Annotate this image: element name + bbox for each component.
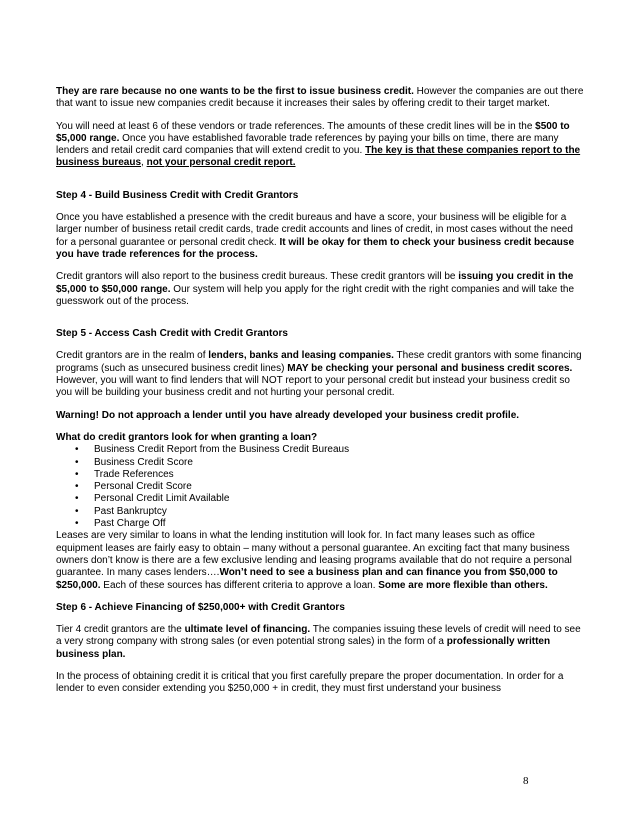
paragraph-text: , [141, 157, 147, 169]
paragraph-text: Once you have established a presence with the credit bureaus and have a score, your business will be eligible for a larger number of business retail credit cards, trade credit accounts and lines of credit, in most cases without the need for a personal guarantee or personal credit check. [56, 212, 573, 248]
paragraph-trade-references [56, 121, 584, 170]
step5-paragraph-1 [56, 350, 584, 399]
list-item: • Personal Credit Score [94, 481, 584, 493]
paragraph-text: The companies issuing these levels of credit will need to see a very strong company with strong sales (or even potential strong sales) in the form of a [56, 624, 581, 648]
list-item: • Past Bankruptcy [94, 506, 584, 518]
bold-text: professionally written business plan. [56, 636, 551, 660]
bold-text: Warning! Do not approach a lender until you have already developed your business credit profile. [56, 409, 520, 421]
paragraph-rare-credit [56, 86, 584, 111]
paragraph-text: Credit grantors will also report to the business credit bureaus. These credit grantors will be [56, 271, 459, 283]
criteria-list [56, 444, 584, 530]
step4-paragraph-2 [56, 271, 584, 308]
bold-text: ultimate level of financing. [184, 624, 311, 636]
page-number: 8 [523, 775, 529, 787]
paragraph-text: Our system will help you apply for the right credit with the right companies and will take the guesswork out of the process. [56, 283, 575, 307]
document-page [56, 86, 584, 706]
list-item: • Business Credit Score [94, 457, 584, 469]
paragraph-text: However the companies are out there that want to issue new companies credit because it increases their sales by offering credit to their target market. [56, 86, 584, 110]
step6-paragraph-1 [56, 624, 584, 661]
step4-heading: Step 4 - Build Business Credit with Credit Grantors [56, 189, 299, 201]
bold-text: issuing you credit in the $5,000 to $50,000 range. [56, 271, 574, 295]
paragraph-text: Each of these sources has different criteria to approve a loan. [100, 579, 379, 591]
paragraph-text: You will need at least 6 of these vendors or trade references. The amounts of these credit lines will be in the [56, 120, 536, 132]
paragraph-text: Tier 4 credit grantors are the [56, 624, 185, 636]
step5-heading: Step 5 - Access Cash Credit with Credit Grantors [56, 328, 288, 340]
question-heading: What do credit grantors look for when granting a loan? [56, 431, 318, 443]
step4-paragraph-1 [56, 212, 584, 261]
paragraph-text: Credit grantors are in the realm of [56, 350, 209, 362]
bold-text: Some are more flexible than others. [378, 579, 548, 591]
bold-underlined-text: The key is that these companies report to the business bureaus [56, 145, 581, 169]
list-item: • Past Charge Off [94, 518, 584, 530]
paragraph-text: Once you have established favorable trade references by paying your bills on time, there are many lenders and retail credit card companies that will extend credit to you. [56, 132, 559, 157]
bold-text: MAY be checking your personal and business credit scores. [287, 362, 573, 374]
warning-text [56, 410, 584, 422]
step5-paragraph-leases [56, 530, 584, 591]
bold-text: lenders, banks and leasing companies. [208, 350, 394, 362]
bold-text: They are rare because no one wants to be the first to issue business credit. [56, 86, 414, 97]
bold-text: It will be okay for them to check your business credit because you have trade references for the process. [56, 236, 575, 260]
list-item: • Personal Credit Limit Available [94, 493, 584, 505]
list-item: • Business Credit Report from the Business Credit Bureaus [94, 444, 584, 456]
paragraph-text: However, you will want to find lenders that will NOT report to your personal credit but instead your business credit so you will be building your business credit and not hurting your personal credit. [56, 375, 570, 399]
paragraph-text: These credit grantors with some financing programs (such as unsecured business credit lines) [56, 350, 582, 374]
paragraph-text: Leases are very similar to loans in what the lending institution will look for. In fact many leases such as office equipment leases are fairly easy to obtain – many without a personal guarantee. An exciting fact that many business owners don’t know is there are a few exclusive lending and leasing programs available that do not require a personal guarantee. In many cases lenders…. [56, 530, 572, 579]
bold-text: $500 to $5,000 range. [56, 120, 570, 144]
bold-underlined-text: not your personal credit report. [146, 157, 296, 169]
step6-heading: Step 6 - Achieve Financing of $250,000+ with Credit Grantors [56, 601, 345, 613]
step6-paragraph-2: In the process of obtaining credit it is critical that you first carefully prepare the proper documentation. In order for a lender to even consider extending you $250,000 + in credit, they must first understand your business [56, 670, 564, 695]
list-item: • Trade References [94, 469, 584, 481]
bold-text: Won’t need to see a business plan and can finance you from $50,000 to $250,000. [56, 567, 558, 591]
